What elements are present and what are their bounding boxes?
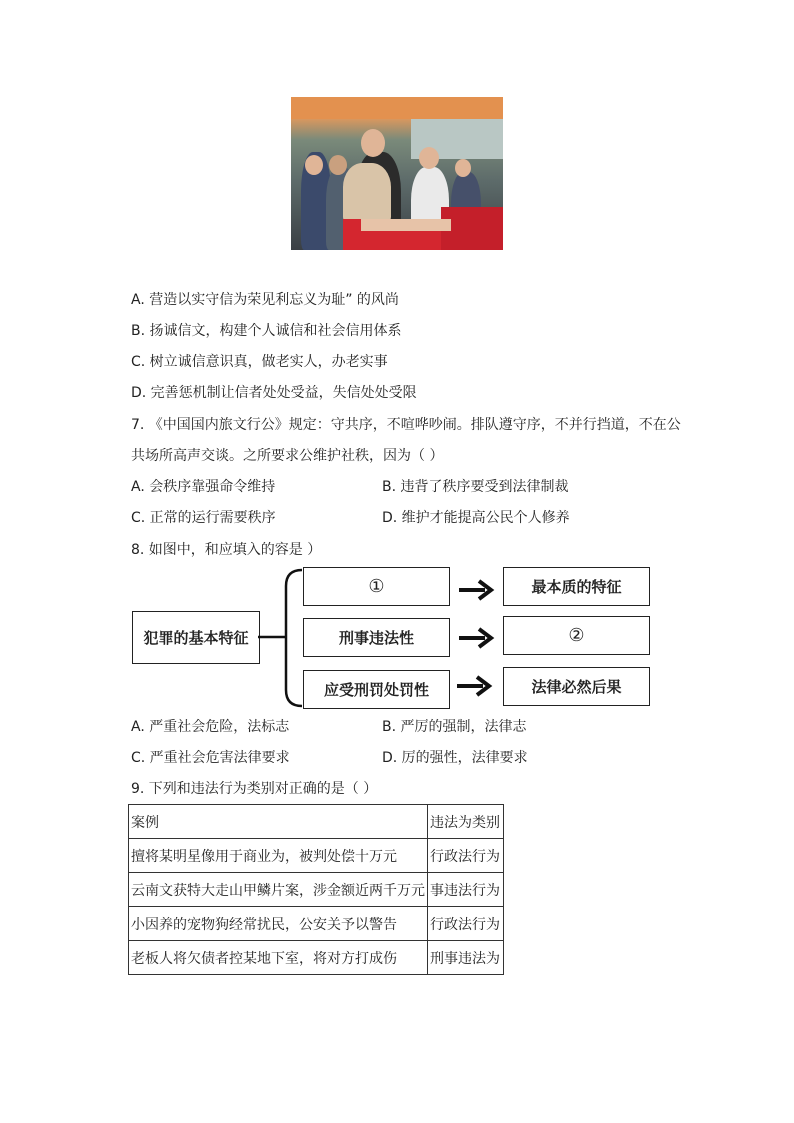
question-7-line1: 7. 《中国国内旅文行公》规定：守共序，不喧哗吵闹。排队遵守序，不并行挡道，不在公 (131, 417, 681, 433)
diagram-bracket (258, 568, 306, 708)
diagram-left-box-2: 刑事违法性 (303, 618, 450, 657)
diagram-root-box: 犯罪的基本特征 (132, 611, 260, 664)
option-q6-c: C. 树立诚信意识真，做老实人，办老实事 (131, 354, 388, 370)
arrow-icon (457, 578, 497, 602)
students-market-photo (291, 97, 503, 250)
table-cell-case: 擅将某明星像用于商业为，被判处偿十万元 (129, 839, 428, 873)
option-q8-a: A. 严重社会危险，法标志 (131, 719, 290, 735)
option-q8-c: C. 严重社会危害法律要求 (131, 750, 290, 766)
table-cell-category: 行政法行为 (428, 907, 504, 941)
option-q6-a: A. 营造以实守信为荣见利忘义为耻” 的风尚 (131, 292, 399, 308)
diagram-right-box-2: ② (503, 616, 650, 655)
option-q7-a: A. 会秩序靠强命令维持 (131, 479, 276, 495)
option-q7-c: C. 正常的运行需要秩序 (131, 510, 276, 526)
violation-table (128, 804, 504, 975)
table-row (129, 907, 504, 941)
question-9-stem: 9. 下列和违法行为类别对正确的是（ ） (131, 781, 378, 797)
table-cell-case: 老板人将欠债者控某地下室，将对方打成伤 (129, 941, 428, 975)
table-cell-category: 事违法行为 (428, 873, 504, 907)
table-cell-case: 云南文获特大走山甲鳞片案，涉金额近两千万元 (129, 873, 428, 907)
diagram-left-box-1: ① (303, 567, 450, 606)
diagram-left-box-3: 应受刑罚处罚性 (303, 670, 450, 709)
option-q6-b: B. 扬诚信文，构建个人诚信和社会信用体系 (131, 323, 402, 339)
option-q7-d: D. 维护才能提高公民个人修养 (382, 510, 570, 526)
table-header-case: 案例 (129, 805, 428, 839)
table-header-row (129, 805, 504, 839)
table-row (129, 839, 504, 873)
table-row (129, 941, 504, 975)
arrow-icon (455, 674, 495, 698)
option-q7-b: B. 违背了秩序要受到法律制裁 (382, 479, 569, 495)
option-q8-d: D. 厉的强性，法律要求 (382, 750, 528, 766)
table-cell-category: 刑事违法为 (428, 941, 504, 975)
option-q8-b: B. 严厉的强制，法律志 (382, 719, 527, 735)
diagram-right-box-1: 最本质的特征 (503, 567, 650, 606)
table-header-category: 违法为类别 (428, 805, 504, 839)
question-7-line2: 共场所高声交谈。之所要求公维护社秩，因为（ ） (131, 448, 444, 464)
table-cell-case: 小因养的宠物狗经常扰民，公安关予以警告 (129, 907, 428, 941)
table-row (129, 873, 504, 907)
question-8-stem: 8. 如图中，和应填入的容是 ） (131, 542, 322, 558)
table-cell-category: 行政法行为 (428, 839, 504, 873)
diagram-right-box-3: 法律必然后果 (503, 667, 650, 706)
option-q6-d: D. 完善惩机制让信者处处受益，失信处处受限 (131, 385, 417, 401)
arrow-icon (457, 626, 497, 650)
